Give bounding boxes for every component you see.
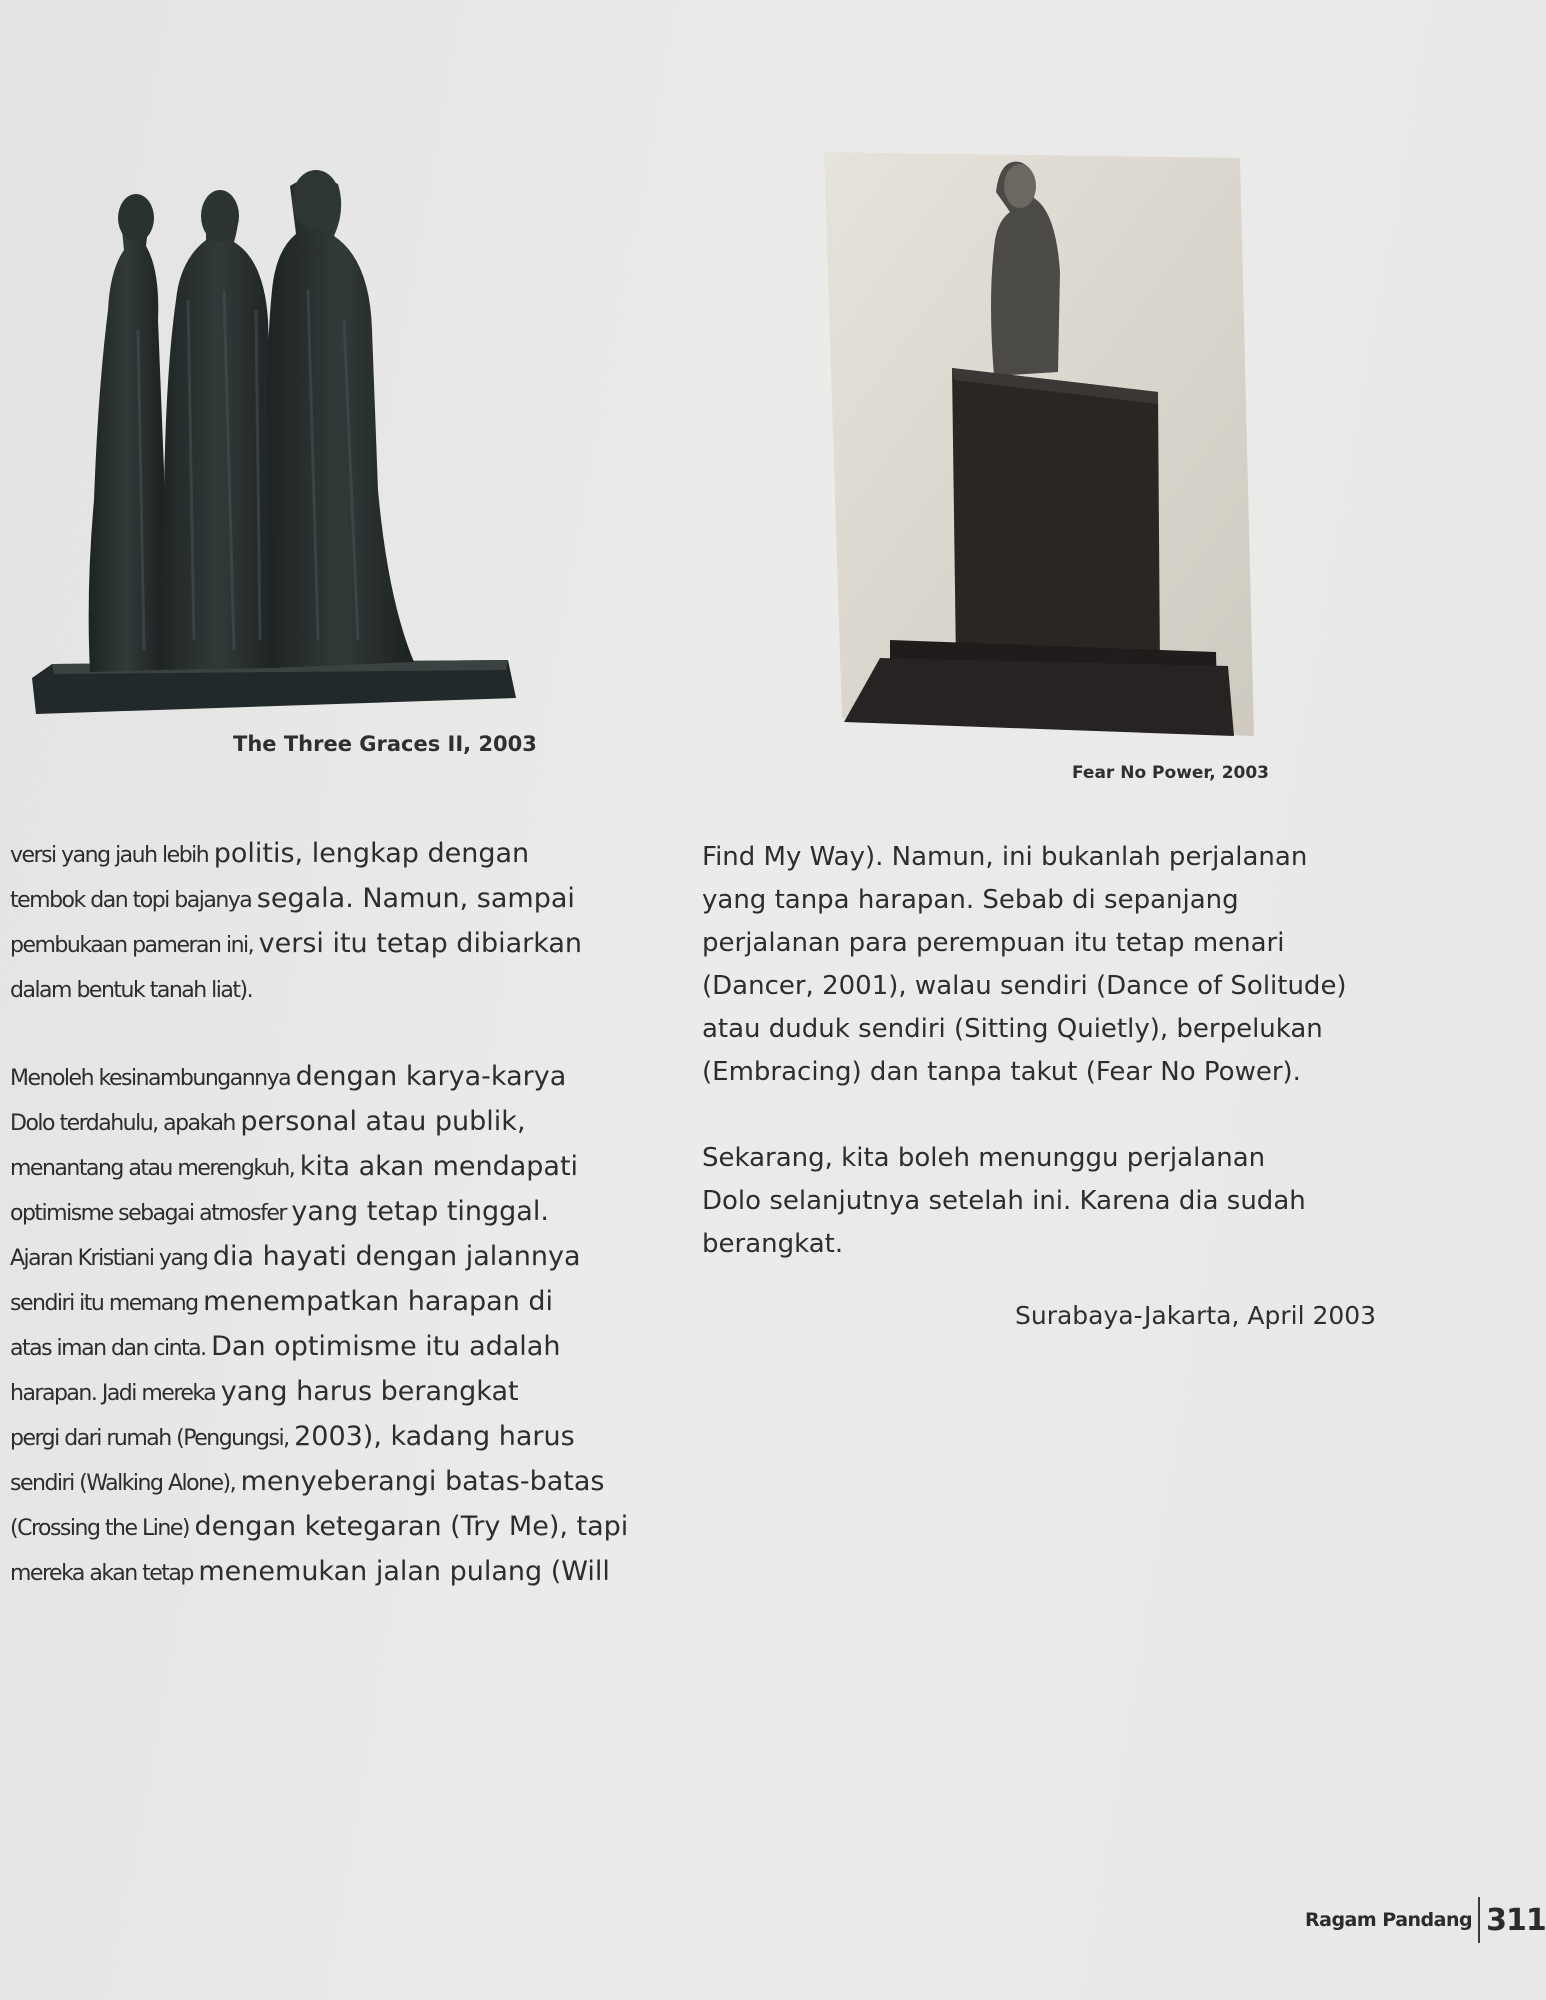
text-line: atau duduk sendiri (Sitting Quietly), berpelukan xyxy=(702,1014,1323,1044)
paragraph xyxy=(702,836,1347,1094)
text-line: harapan. Jadi mereka yang harus berangkat xyxy=(10,1376,519,1407)
text-line: tembok dan topi bajanya segala. Namun, sampai xyxy=(10,883,575,914)
figure-caption-fear-no-power: Fear No Power, 2003 xyxy=(1072,763,1270,783)
text-line: versi yang jauh lebih politis, lengkap dengan xyxy=(10,838,530,869)
text-line: Ajaran Kristiani yang dia hayati dengan jalannya xyxy=(10,1241,581,1272)
text-line: perjalanan para perempuan itu tetap menari xyxy=(702,928,1285,958)
fear-no-power-sculpture-photo xyxy=(824,152,1256,742)
text-line: Dolo terdahulu, apakah personal atau publik, xyxy=(10,1106,526,1137)
text-line: (Dancer, 2001), walau sendiri (Dance of Solitude) xyxy=(702,971,1347,1001)
text-line: mereka akan tetap menemukan jalan pulang (Will xyxy=(10,1556,610,1587)
left-text-column xyxy=(10,832,628,1595)
text-line: Dolo selanjutnya setelah ini. Karena dia sudah xyxy=(702,1186,1306,1216)
place-date-signature: Surabaya-Jakarta, April 2003 xyxy=(1015,1301,1377,1330)
figure-caption-three-graces: The Three Graces II, 2003 xyxy=(233,732,537,756)
footer-divider xyxy=(1478,1897,1480,1943)
text-line: pergi dari rumah (Pengungsi, 2003), kadang harus xyxy=(10,1421,575,1452)
right-text-column xyxy=(702,836,1347,1266)
text-line: sendiri (Walking Alone), menyeberangi batas-batas xyxy=(10,1466,605,1497)
text-line: berangkat. xyxy=(702,1229,844,1259)
text-line: dalam bentuk tanah liat). xyxy=(10,978,253,1003)
text-line: optimisme sebagai atmosfer yang tetap tinggal. xyxy=(10,1196,549,1227)
text-line: atas iman dan cinta. Dan optimisme itu adalah xyxy=(10,1331,561,1362)
page-number: 311 xyxy=(1486,1902,1546,1938)
text-line: (Embracing) dan tanpa takut (Fear No Power). xyxy=(702,1057,1301,1087)
text-line: Sekarang, kita boleh menunggu perjalanan xyxy=(702,1143,1266,1173)
text-line: sendiri itu memang menempatkan harapan di xyxy=(10,1286,554,1317)
text-line: (Crossing the Line) dengan ketegaran (Try Me), tapi xyxy=(10,1511,629,1542)
text-line: menantang atau merengkuh, kita akan mendapati xyxy=(10,1151,579,1182)
text-line: yang tanpa harapan. Sebab di sepanjang xyxy=(702,885,1239,915)
text-line: Menoleh kesinambungannya dengan karya-karya xyxy=(10,1061,567,1092)
paragraph xyxy=(10,832,628,1012)
text-line: pembukaan pameran ini, versi itu tetap dibiarkan xyxy=(10,928,583,959)
paragraph xyxy=(10,1055,628,1595)
section-name: Ragam Pandang xyxy=(1305,1909,1473,1931)
three-graces-sculpture-photo xyxy=(28,170,520,720)
text-line: Find My Way). Namun, ini bukanlah perjalanan xyxy=(702,842,1308,872)
paragraph xyxy=(702,1137,1347,1266)
page-footer xyxy=(1305,1897,1546,1943)
